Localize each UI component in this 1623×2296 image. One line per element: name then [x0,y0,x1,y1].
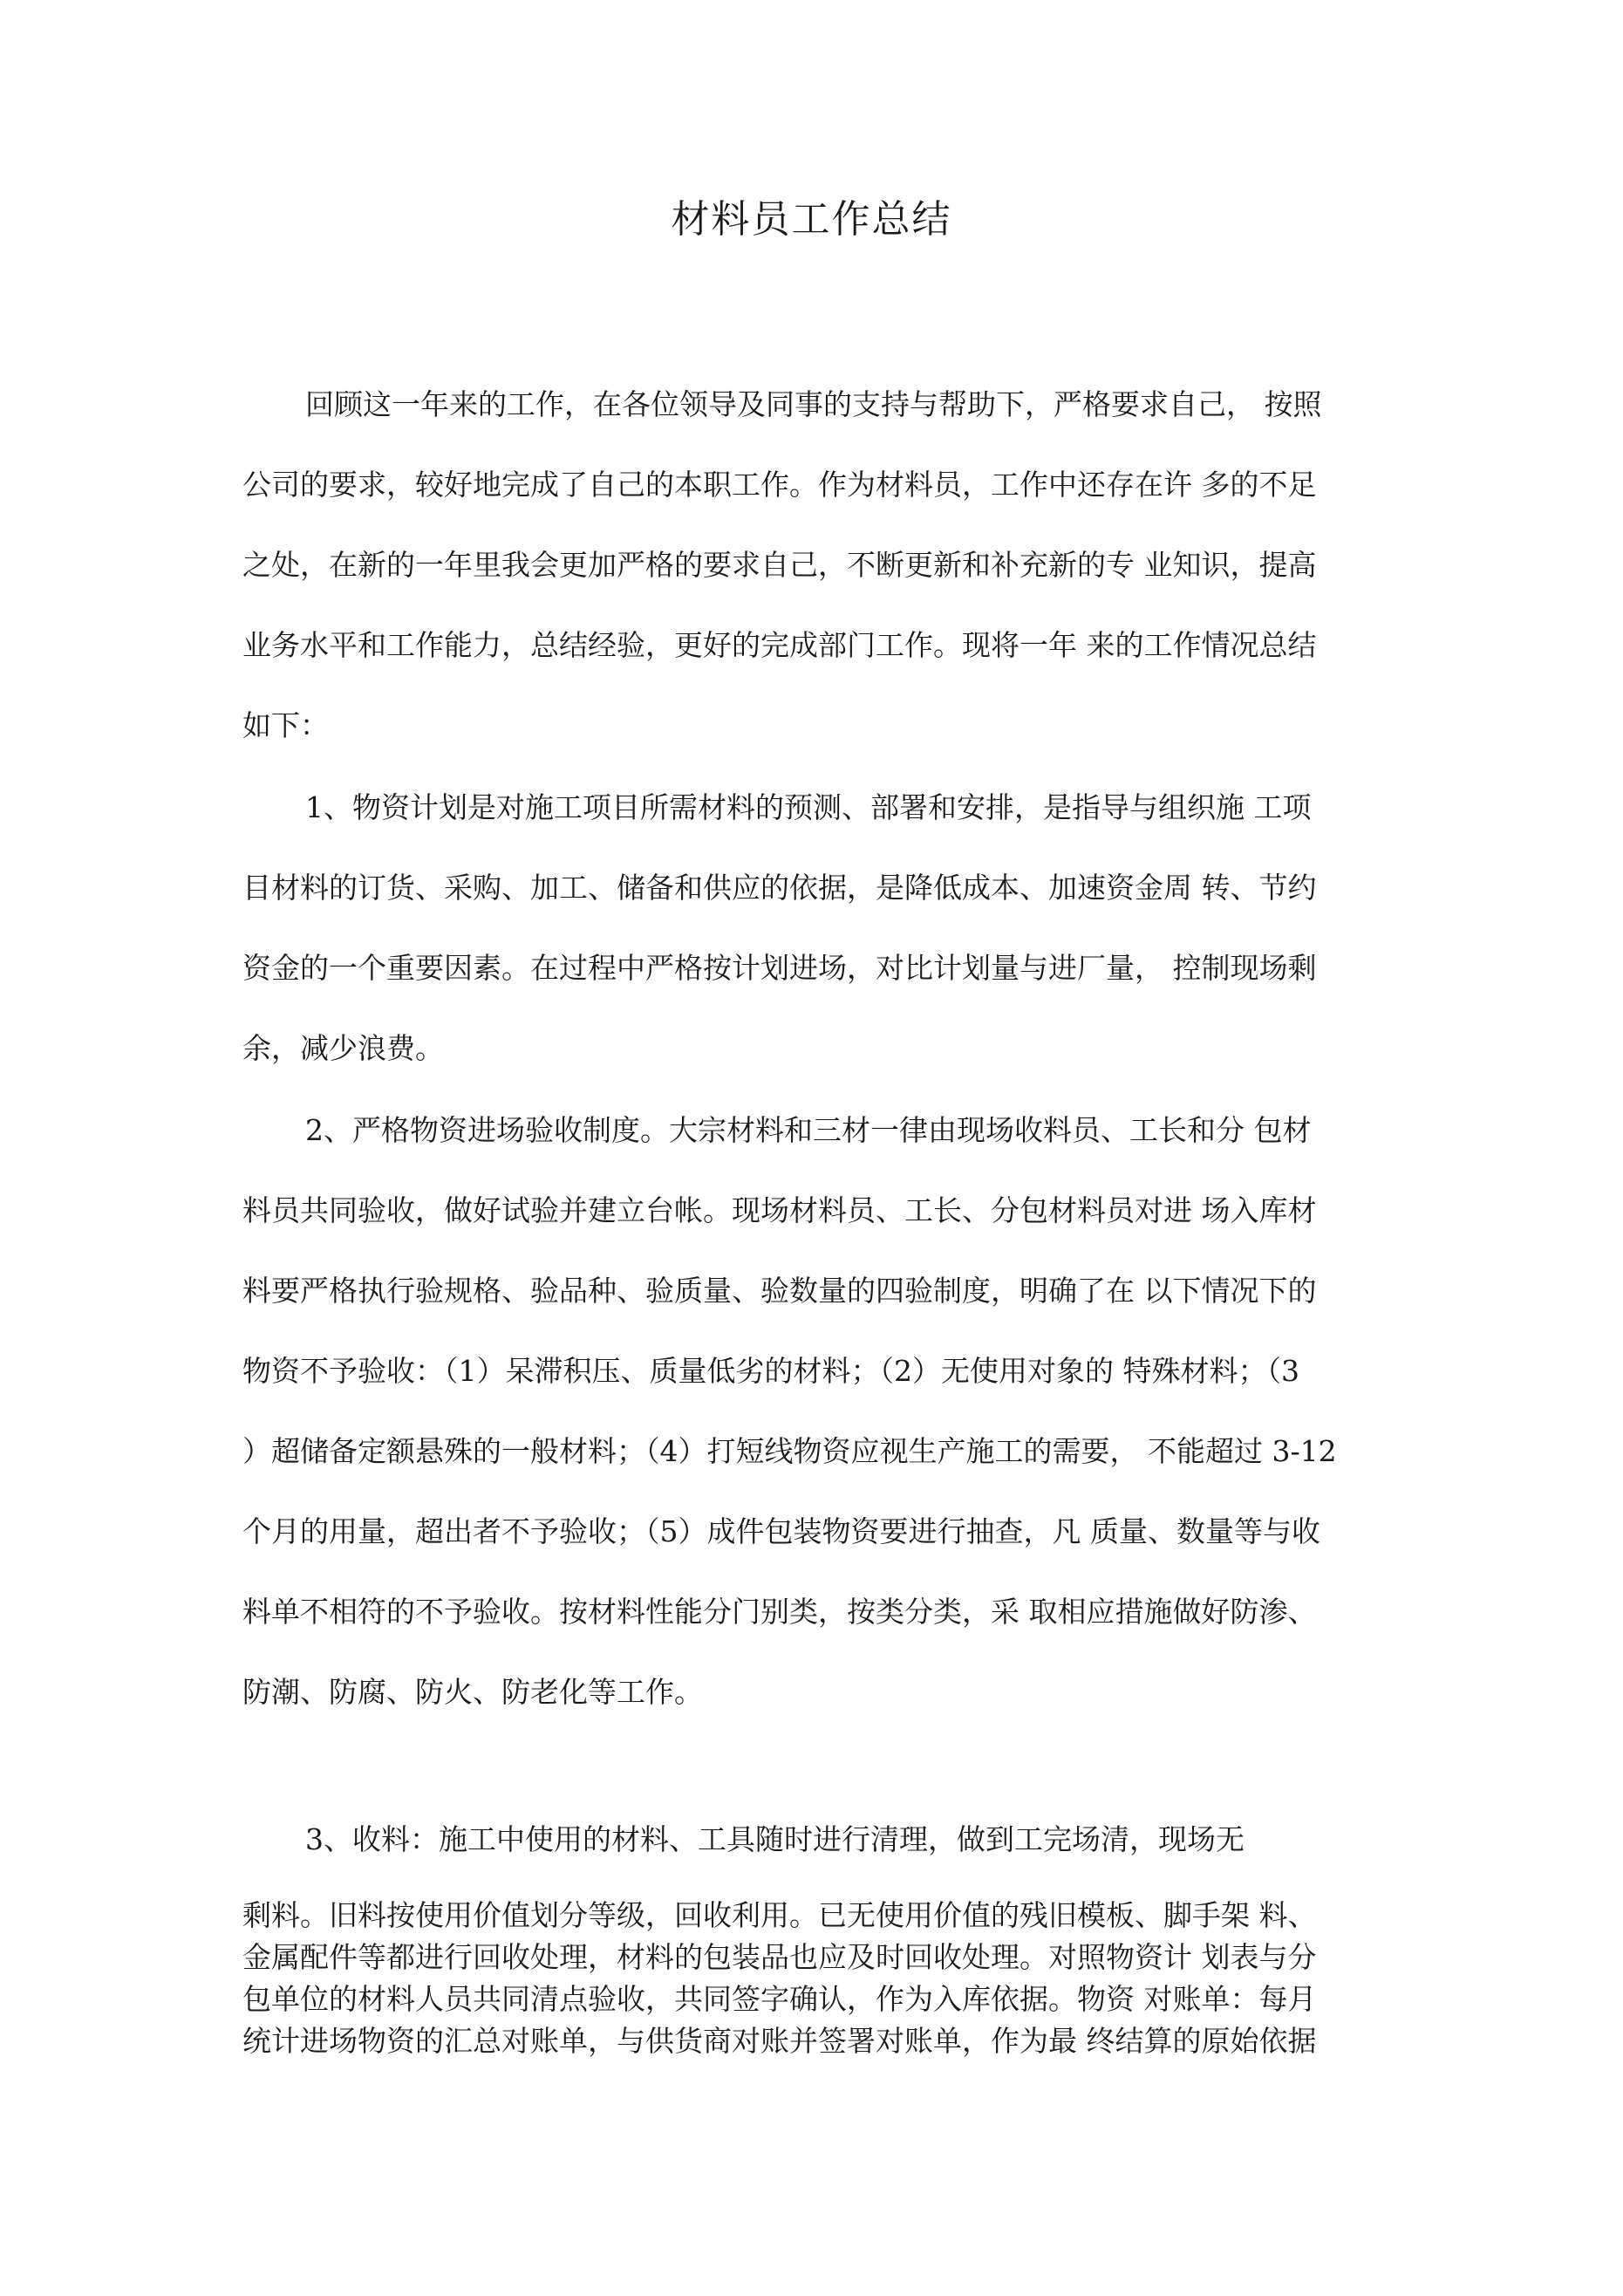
text-line: 1、物资计划是对施工项目所需材料的预测、部署和安排，是指导与组织施 工项 [305,790,1312,824]
text-line: ）超储备定额悬殊的一般材料；（4）打短线物资应视生产施工的需要， 不能超过 3-12 [242,1434,1337,1468]
text-line: 回顾这一年来的工作，在各位领导及同事的支持与帮助下，严格要求自己， 按照 [305,387,1322,421]
paragraph-item-3-continued [242,1895,1394,2062]
text-line: 料单不相符的不予验收。按材料性能分门别类，按类分类，采 取相应措施做好防渗、 [242,1595,1317,1629]
text-line: 料员共同验收，做好试验并建立台帐。现场材料员、工长、分包材料员对进 场入库材 [242,1193,1317,1227]
text-line: 剩料。旧料按使用价值划分等级，回收利用。已无使用价值的残旧模板、脚手架 料、 [242,1898,1317,1932]
paragraph-item-2 [242,1090,1394,1732]
text-line: 物资不予验收：（1）呆滞积压、质量低劣的材料；（2）无使用对象的 特殊材料；（3 [242,1354,1299,1388]
text-line: 余，减少浪费。 [242,1031,444,1065]
text-line: 之处，在新的一年里我会更加严格的要求自己，不断更新和补充新的专 业知识，提高 [242,548,1317,582]
text-line: 公司的要求，较好地完成了自己的本职工作。作为材料员，工作中还存在许 多的不足 [242,468,1317,502]
text-line: 个月的用量，超出者不予验收；（5）成件包装物资要进行抽查，凡 质量、数量等与收 [242,1514,1320,1548]
text-line: 资金的一个重要因素。在过程中严格按计划进场，对比计划量与进厂量， 控制现场剩 [242,951,1317,985]
text-line: 2、严格物资进场验收制度。大宗材料和三材一律由现场收料员、工长和分 包材 [305,1113,1312,1147]
text-line: 3、收料：施工中使用的材料、工具随时进行清理，做到工完场清，现场无 [305,1822,1245,1856]
text-line: 料要严格执行验规格、验品种、验质量、验数量的四验制度，明确了在 以下情况下的 [242,1274,1317,1308]
text-line: 目材料的订货、采购、加工、储备和供应的依据，是降低成本、加速资金周 转、节约 [242,871,1317,905]
text-line: 如下： [242,708,329,742]
text-line: 包单位的材料人员共同清点验收，共同签字确认，作为入库依据。物资 对账单：每月 [242,1982,1317,2016]
paragraph-item-1 [242,768,1394,1089]
paragraph-item-3 [242,1800,1394,1880]
document-title: 材料员工作总结 [671,197,952,242]
text-line: 业务水平和工作能力，总结经验，更好的完成部门工作。现将一年 来的工作情况总结 [242,628,1317,662]
text-line: 统计进场物资的汇总对账单，与供货商对账并签署对账单，作为最 终结算的原始依据 [242,2024,1317,2058]
paragraph-intro [242,365,1394,766]
text-line: 防潮、防腐、防火、防老化等工作。 [242,1675,703,1709]
text-line: 金属配件等都进行回收处理，材料的包装品也应及时回收处理。对照物资计 划表与分 [242,1940,1317,1974]
